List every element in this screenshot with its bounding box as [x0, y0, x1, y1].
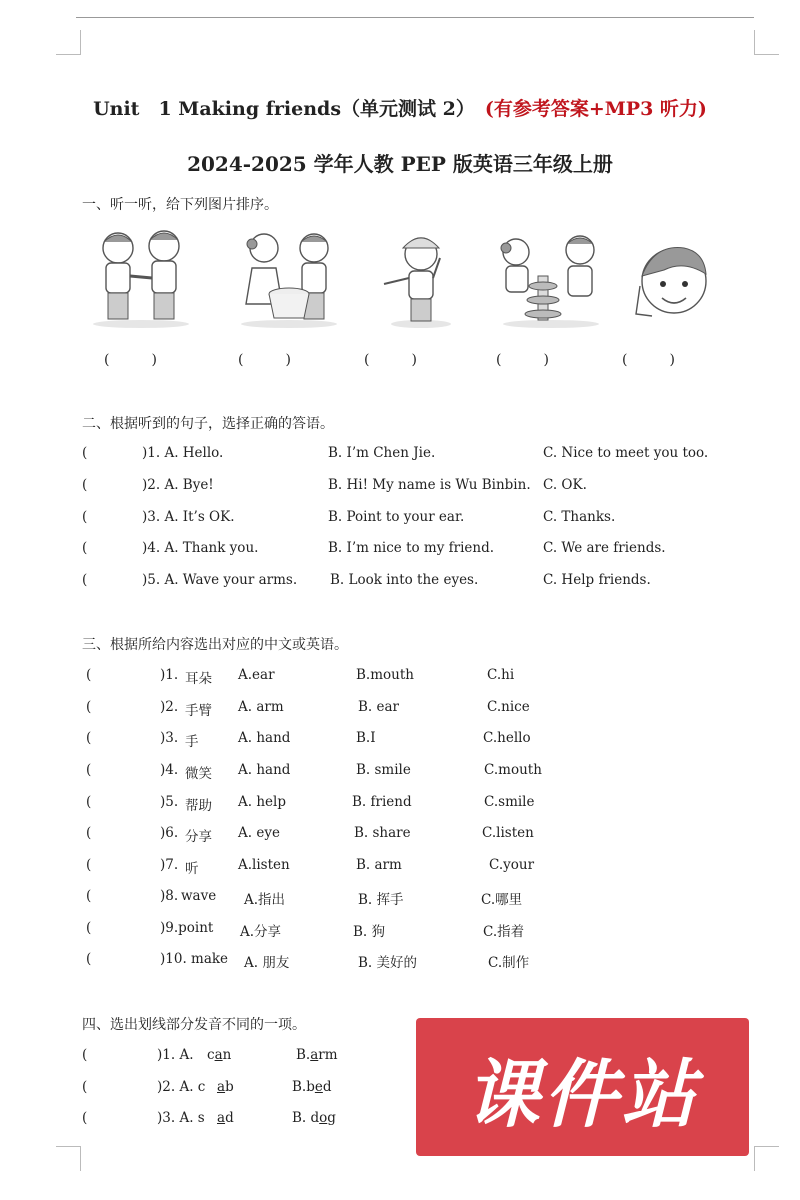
option-a-suffix: d — [225, 1110, 234, 1126]
answer-paren[interactable]: ( — [82, 540, 88, 556]
question-word: 手 — [185, 734, 199, 750]
section2-question-1 — [0, 445, 800, 465]
option-c: C.your — [489, 857, 535, 873]
question-number: )8. — [160, 888, 179, 904]
option-b-word — [292, 1110, 336, 1126]
option-b: B. 挥手 — [358, 892, 404, 908]
question-number: )9.point — [160, 920, 214, 936]
picture-point-ear — [376, 226, 466, 331]
option-c: C.smile — [484, 794, 535, 810]
answer-paren[interactable]: ( — [86, 920, 92, 936]
answer-paren[interactable]: ( — [86, 825, 92, 841]
question-number: )6. — [160, 825, 179, 841]
section3-heading: 三、根据所给内容选出对应的中文或英语。 — [82, 637, 348, 653]
option-a: )4. A. Thank you. — [142, 540, 259, 556]
answer-blank-3[interactable]: ( ) — [364, 352, 417, 368]
option-a-word — [207, 1047, 231, 1063]
option-b: B. Hi! My name is Wu Binbin. — [328, 477, 531, 493]
section1-heading: 一、听一听，给下列图片排序。 — [82, 197, 278, 213]
option-b-prefix: B. d — [292, 1110, 320, 1126]
title-note: (有参考答案+MP3 听力) — [484, 98, 707, 120]
answer-paren[interactable]: ( — [82, 1047, 88, 1063]
question-word: 耳朵 — [185, 671, 212, 687]
option-a: A.ear — [238, 667, 275, 683]
section4-heading: 四、选出划线部分发音不同的一项。 — [82, 1017, 306, 1033]
option-b: B. Look into the eyes. — [330, 572, 479, 588]
option-a-word — [217, 1110, 234, 1126]
option-a: A.分享 — [240, 924, 282, 940]
picture-building-blocks — [496, 226, 606, 331]
option-c: C.hi — [487, 667, 515, 683]
option-b: B. share — [354, 825, 411, 841]
answer-blank-2[interactable]: ( ) — [238, 352, 291, 368]
option-c: C.hello — [483, 730, 531, 746]
option-c: C.mouth — [484, 762, 542, 778]
option-a: A. arm — [238, 699, 284, 715]
option-a-prefix: c — [207, 1047, 215, 1063]
option-b-underlined: a — [310, 1047, 319, 1063]
answer-paren[interactable]: ( — [86, 730, 92, 746]
option-b-prefix: B. — [296, 1047, 311, 1063]
option-c: C. Help friends. — [543, 572, 651, 588]
question-word: wave — [181, 888, 217, 904]
option-a-suffix: n — [222, 1047, 232, 1063]
header-rule — [76, 17, 754, 18]
question-number: )1. — [160, 667, 179, 683]
answer-paren[interactable]: ( — [86, 888, 92, 904]
option-a: )5. A. Wave your arms. — [142, 572, 298, 588]
option-a-word — [217, 1079, 234, 1095]
title-main: Unit 1 Making friends（单元测试 2） — [93, 98, 475, 120]
option-a: A. 朋友 — [244, 955, 290, 971]
option-b-suffix: g — [327, 1110, 336, 1126]
option-b: B.mouth — [356, 667, 414, 683]
section3-question-6 — [0, 825, 800, 845]
option-b: B. 美好的 — [358, 955, 418, 971]
answer-paren[interactable]: ( — [86, 794, 92, 810]
picture-carrying-basin — [234, 226, 344, 331]
option-c: C.指着 — [483, 924, 525, 940]
document-title — [0, 94, 800, 121]
question-number: )3. — [160, 730, 179, 746]
section3-question-7 — [0, 857, 800, 877]
answer-blank-5[interactable]: ( ) — [622, 352, 675, 368]
watermark-text: 课件站 — [465, 1052, 700, 1138]
option-a: A.指出 — [244, 892, 286, 908]
option-b: B. arm — [356, 857, 402, 873]
answer-paren[interactable]: ( — [82, 445, 88, 461]
margin-mark-bottom-left — [56, 1146, 81, 1171]
question-word: 听 — [185, 861, 199, 877]
answer-paren[interactable]: ( — [82, 1079, 88, 1095]
option-c: C. Nice to meet you too. — [543, 445, 709, 461]
margin-mark-bottom-right — [754, 1146, 779, 1171]
option-a: A. hand — [238, 730, 291, 746]
option-b: B. 狗 — [353, 924, 386, 940]
section2-question-5 — [0, 572, 800, 592]
option-a: )2. A. Bye! — [142, 477, 214, 493]
option-a: )1. A. Hello. — [142, 445, 224, 461]
answer-paren[interactable]: ( — [86, 951, 92, 967]
answer-blank-4[interactable]: ( ) — [496, 352, 549, 368]
option-b: B. Point to your ear. — [328, 509, 465, 525]
answer-paren[interactable]: ( — [82, 1110, 88, 1126]
answer-paren[interactable]: ( — [82, 509, 88, 525]
option-a: A.listen — [238, 857, 290, 873]
option-b-suffix: rm — [318, 1047, 338, 1063]
option-b-prefix: B.b — [292, 1079, 315, 1095]
section2-heading: 二、根据听到的句子，选择正确的答语。 — [82, 416, 334, 432]
option-c: C.listen — [482, 825, 534, 841]
option-c: C. We are friends. — [543, 540, 666, 556]
option-a: )3. A. It’s OK. — [142, 509, 235, 525]
question-word: 微笑 — [185, 766, 212, 782]
margin-mark-top-left — [56, 30, 81, 55]
option-b-underlined: o — [319, 1110, 328, 1126]
question-word: 帮助 — [185, 798, 212, 814]
option-b: B. I’m nice to my friend. — [328, 540, 495, 556]
option-a-underlined: a — [217, 1110, 226, 1126]
option-c: C.制作 — [488, 955, 530, 971]
option-a: A. eye — [238, 825, 280, 841]
question-number: )4. — [160, 762, 179, 778]
question-number: )2. — [160, 699, 179, 715]
answer-paren[interactable]: ( — [82, 572, 88, 588]
answer-paren[interactable]: ( — [86, 667, 92, 683]
answer-paren[interactable]: ( — [82, 477, 88, 493]
option-b: B.I — [356, 730, 376, 746]
section3-question-8 — [0, 888, 800, 908]
section2-question-4 — [0, 540, 800, 560]
document-subtitle: 2024-2025 学年人教 PEP 版英语三年级上册 — [187, 152, 613, 176]
option-c: C.哪里 — [481, 892, 523, 908]
section2-question-2 — [0, 477, 800, 497]
option-c: C.nice — [487, 699, 530, 715]
section3-question-3 — [0, 730, 800, 750]
section3-question-10 — [0, 951, 800, 971]
answer-blank-1[interactable]: ( ) — [104, 352, 157, 368]
picture-row — [80, 226, 730, 336]
watermark-stamp — [416, 1018, 749, 1156]
margin-mark-top-right — [754, 30, 779, 55]
option-c: C. OK. — [543, 477, 587, 493]
picture-handshake — [86, 226, 196, 331]
option-b: B. smile — [356, 762, 411, 778]
section2-question-3 — [0, 509, 800, 529]
question-number: )3. A. s — [157, 1110, 205, 1126]
option-a: A. hand — [238, 762, 291, 778]
option-c: C. Thanks. — [543, 509, 616, 525]
question-number: )2. A. c — [157, 1079, 206, 1095]
question-number: )10. make — [160, 951, 229, 967]
option-a-suffix: b — [225, 1079, 234, 1095]
answer-paren[interactable]: ( — [86, 857, 92, 873]
section3-question-9 — [0, 920, 800, 940]
option-b: B. ear — [358, 699, 399, 715]
section3-question-4 — [0, 762, 800, 782]
answer-paren[interactable]: ( — [86, 762, 92, 778]
option-a-underlined: a — [217, 1079, 226, 1095]
question-number: )5. — [160, 794, 179, 810]
option-b-word — [292, 1079, 332, 1095]
question-word: 手臂 — [185, 703, 212, 719]
question-number: )1. A. — [157, 1047, 194, 1063]
section3-question-1 — [0, 667, 800, 687]
option-b-underlined: e — [314, 1079, 323, 1095]
section3-question-5 — [0, 794, 800, 814]
option-b-word — [296, 1047, 338, 1063]
answer-paren[interactable]: ( — [86, 699, 92, 715]
option-b-suffix: d — [322, 1079, 332, 1095]
option-b: B. friend — [352, 794, 412, 810]
section3-question-2 — [0, 699, 800, 719]
option-a: A. help — [238, 794, 286, 810]
picture-smiling-boy — [634, 226, 714, 331]
option-a-underlined: a — [214, 1047, 223, 1063]
question-word: 分享 — [185, 829, 212, 845]
option-b: B. I’m Chen Jie. — [328, 445, 436, 461]
question-number: )7. — [160, 857, 179, 873]
